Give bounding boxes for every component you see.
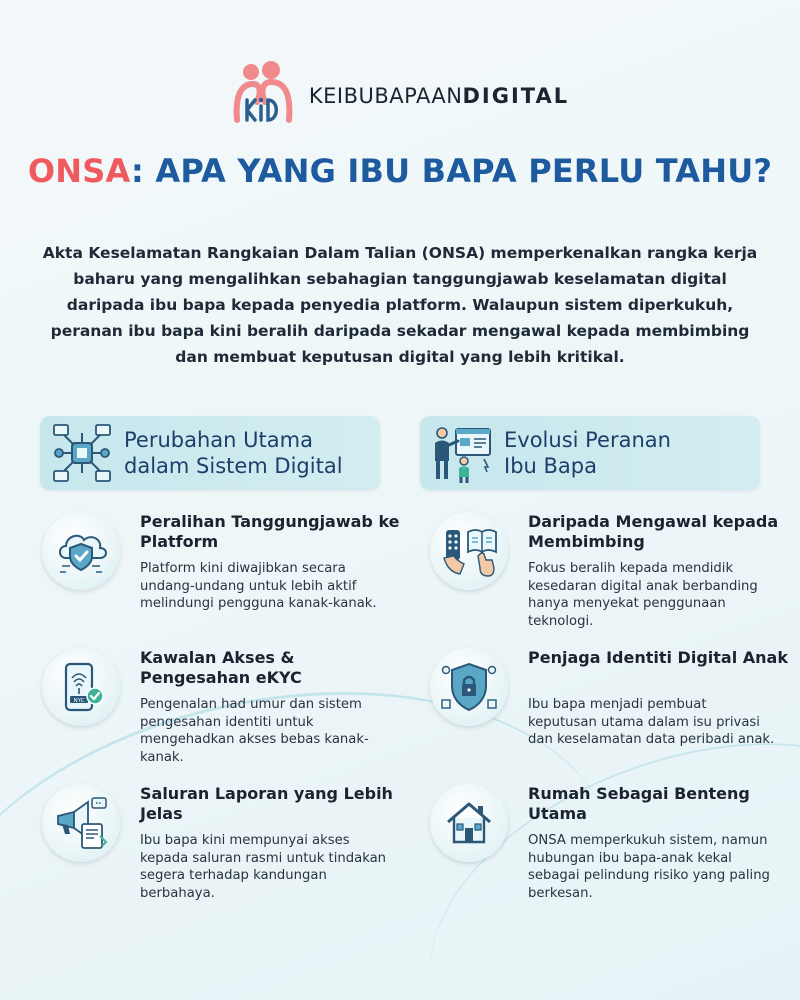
left-heading-line2: dalam Sistem Digital [124,454,343,478]
family-logo-icon [231,60,295,126]
brand-part-2: DIGITAL [462,84,570,108]
left-item-1-desc: Platform kini diwajibkan secara undang-undang untuk lebih aktif melindungi pengguna kanak-kanak. [140,561,377,611]
title-highlight: ONSA [27,152,132,190]
right-item-3 [430,784,790,914]
brand-header [0,60,800,126]
svg-text:NYC: NYC [73,698,85,704]
network-system-icon [50,421,114,485]
remote-book-icon [440,522,498,580]
left-heading-text [124,427,343,479]
right-item-3-desc: ONSA memperkukuh sistem, namun hubungan ibu bapa-anak kekal sebagai pelindung risiko yang paling berkesan. [528,833,770,901]
left-item-1-title: Peralihan Tanggungjawab ke Platform [140,512,400,551]
right-item-3-icon-wrap [430,784,508,862]
intro-paragraph: Akta Keselamatan Rangkaian Dalam Talian (ONSA) memperkenalkan rangka kerja baharu yang mengalihkan sebahagian tanggungjawab keselamatan digital daripada ibu bapa kepada penyedia platform. Walaupun sistem diperkukuh, peranan ibu bapa kini beralih daripada sekadar mengawal kepada membimbing dan membuat keputusan digital yang lebih kritikal. [42,244,758,366]
left-item-2 [42,648,402,778]
left-column-heading [40,416,380,490]
brand-part-1: KEIBUBAPAAN [308,84,463,108]
title-rest: : APA YANG IBU BAPA PERLU TAHU? [131,152,773,190]
left-heading-line1: Perubahan Utama [124,428,313,452]
cloud-shield-icon [52,522,110,580]
right-item-1-title: Daripada Mengawal kepada Membimbing [528,512,779,551]
right-item-3-title: Rumah Sebagai Benteng Utama [528,784,750,823]
left-item-3-icon-wrap [42,784,120,862]
left-item-3-desc: Ibu bapa kini mempunyai akses kepada saluran rasmi untuk tindakan segera terhadap kandungan berbahaya. [140,833,387,901]
right-heading-text [504,427,671,479]
house-icon [440,794,498,852]
right-column-heading [420,416,760,490]
parent-child-screen-icon [430,421,494,485]
shield-lock-icon [440,658,498,716]
page-title [0,152,800,190]
right-heading-line2: Ibu Bapa [504,454,597,478]
left-item-2-title: Kawalan Akses & Pengesahan eKYC [140,648,302,687]
phone-fingerprint-icon [52,658,110,716]
right-heading-line1: Evolusi Peranan [504,428,671,452]
right-item-1-desc: Fokus beralih kepada mendidik kesedaran digital anak berbanding hanya menyekat penggunaan teknologi. [528,561,758,629]
right-item-1-icon-wrap [430,512,508,590]
left-item-1-icon-wrap [42,512,120,590]
left-item-3 [42,784,402,914]
left-item-2-desc: Pengenalan had umur dan sistem pengesahan identiti untuk mengehadkan akses bebas kanak-kanak. [140,697,369,765]
megaphone-report-icon [52,794,110,852]
right-item-2 [430,648,790,778]
right-item-2-desc: Ibu bapa menjadi pembuat keputusan utama dalam isu privasi dan keselamatan data peribadi anak. [528,697,775,747]
right-item-2-icon-wrap [430,648,508,726]
right-item-2-title: Penjaga Identiti Digital Anak [528,648,788,667]
left-item-3-title: Saluran Laporan yang Lebih Jelas [140,784,393,823]
right-item-1 [430,512,790,642]
left-item-1 [42,512,402,642]
left-item-2-icon-wrap [42,648,120,726]
brand-wordmark [309,84,569,108]
